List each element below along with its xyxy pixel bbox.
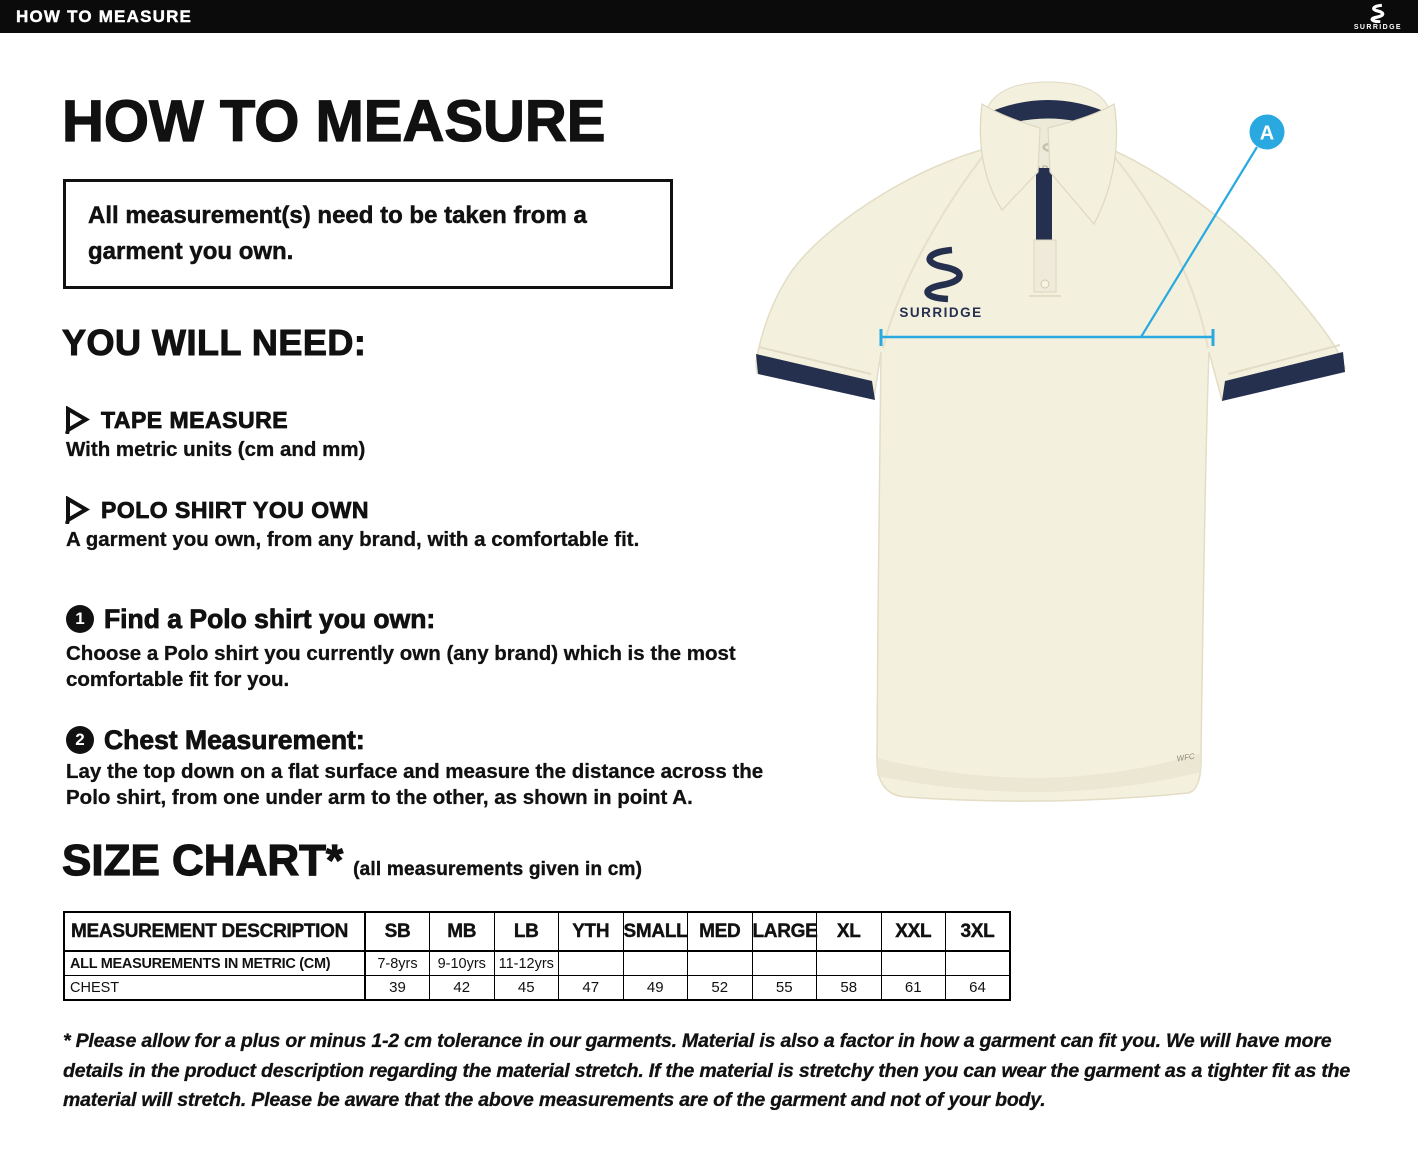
size-column-header: 3XL	[946, 912, 1011, 951]
surridge-s-icon	[1367, 3, 1389, 23]
table-cell	[946, 951, 1011, 976]
size-chart-heading	[62, 836, 642, 886]
step-2-description: Lay the top down on a flat surface and measure the distance across the Polo shirt, from one under arm to the other, as shown in point A.	[66, 760, 764, 809]
table-header-row	[64, 912, 1010, 951]
step-1-description: Choose a Polo shirt you currently own (any brand) which is the most comfortable fit for you.	[66, 642, 736, 691]
table-cell	[559, 951, 624, 976]
step-2-number-badge: 2	[66, 726, 94, 754]
need-item-desc: A garment you own, from any brand, with a comfortable fit.	[66, 528, 640, 551]
step-2-title: Chest Measurement:	[104, 725, 365, 755]
notice-text: All measurement(s) need to be taken from a garment you own.	[88, 202, 587, 265]
play-triangle-icon	[64, 406, 90, 434]
need-item-tape-measure: TAPE MEASURE	[101, 407, 289, 433]
surridge-logo	[1354, 3, 1402, 31]
table-cell: 49	[623, 976, 688, 1001]
table-cell	[881, 951, 946, 976]
table-cell: 7-8yrs	[365, 951, 430, 976]
surridge-logo-text: SURRIDGE	[1353, 24, 1402, 31]
table-cell: 58	[817, 976, 882, 1001]
size-column-header: SMALL	[623, 912, 688, 951]
table-cell	[623, 951, 688, 976]
chest-brand-label: SURRIDGE	[899, 305, 983, 320]
table-cell: 64	[946, 976, 1011, 1001]
table-cell: 11-12yrs	[494, 951, 559, 976]
play-triangle-icon	[64, 496, 90, 524]
size-column-header: MB	[430, 912, 495, 951]
topbar-title: HOW TO MEASURE	[16, 6, 193, 26]
size-chart-table	[63, 911, 1011, 1001]
table-cell: 55	[752, 976, 817, 1001]
step-1-number-badge: 1	[66, 605, 94, 633]
size-column-header: MED	[688, 912, 753, 951]
notice-box	[63, 179, 673, 289]
size-chart-subheading: (all measurements given in cm)	[353, 859, 643, 880]
table-row	[64, 976, 1010, 1001]
size-column-header: SB	[365, 912, 430, 951]
polo-shirt-image	[750, 55, 1418, 825]
description-column-header: MEASUREMENT DESCRIPTION	[64, 912, 365, 951]
table-cell: ALL MEASUREMENTS IN METRIC (CM)	[64, 951, 365, 976]
tolerance-footnote: * Please allow for a plus or minus 1-2 cm tolerance in our garments. Material is also a factor in how a garment can fit you. We will have more details in the product description regarding the material stretch. If the material is stretchy then you can wear the garment as a tighter fit as the material will stretch. Please be aware that the above measurements are of the garment and not of your body.	[63, 1030, 1350, 1111]
table-cell: 52	[688, 976, 753, 1001]
table-cell: 45	[494, 976, 559, 1001]
need-item-polo-shirt: POLO SHIRT YOU OWN	[101, 497, 369, 523]
need-item-desc: With metric units (cm and mm)	[66, 438, 366, 461]
table-cell: 42	[430, 976, 495, 1001]
hem-mark: WFC	[1176, 751, 1196, 764]
top-bar	[0, 0, 1418, 33]
placket-button	[1041, 280, 1049, 288]
marker-a-label: A	[1259, 122, 1275, 145]
step-1-title: Find a Polo shirt you own:	[104, 604, 436, 634]
placket-navy	[1036, 168, 1052, 240]
table-cell: 61	[881, 976, 946, 1001]
size-chart-heading-text: SIZE CHART*	[62, 836, 344, 885]
size-column-header: LB	[494, 912, 559, 951]
size-column-header: XL	[817, 912, 882, 951]
table-cell	[688, 951, 753, 976]
table-cell: 9-10yrs	[430, 951, 495, 976]
table-cell: 47	[559, 976, 624, 1001]
page-title: HOW TO MEASURE	[62, 89, 606, 154]
table-cell: 39	[365, 976, 430, 1001]
table-cell	[817, 951, 882, 976]
table-cell: CHEST	[64, 976, 365, 1001]
you-will-need-heading: YOU WILL NEED:	[62, 322, 367, 363]
size-column-header: YTH	[559, 912, 624, 951]
size-column-header: LARGE	[752, 912, 817, 951]
table-row	[64, 951, 1010, 976]
table-cell	[752, 951, 817, 976]
size-column-header: XXL	[881, 912, 946, 951]
